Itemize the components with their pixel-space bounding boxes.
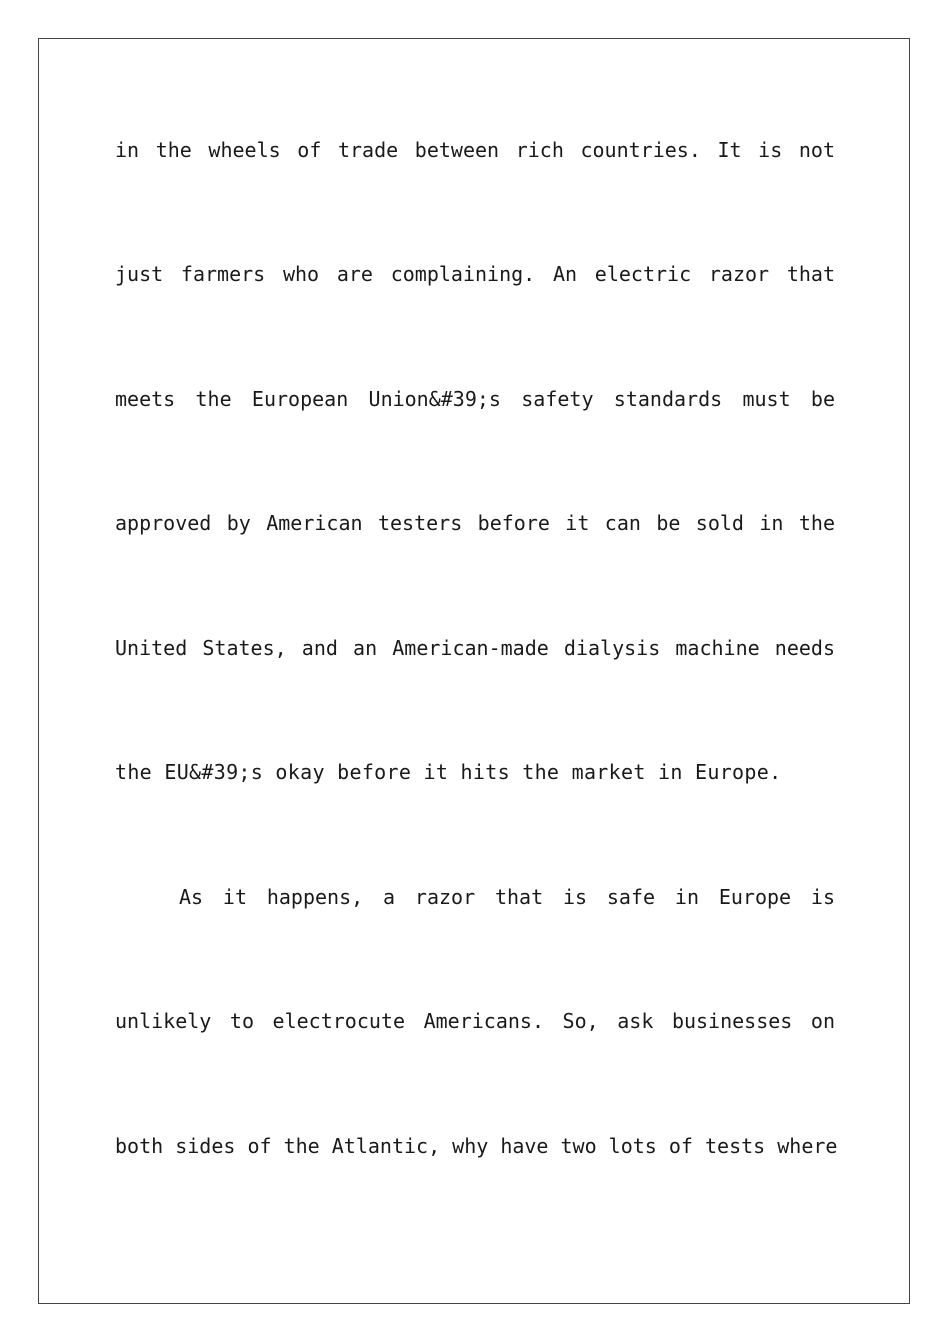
text-line-paragraph-end: the EU&#39;s okay before it hits the market in Europe. bbox=[115, 760, 782, 784]
text-line: United States, and an American-made dialysis machine needs bbox=[115, 636, 835, 660]
text-line: unlikely to electrocute Americans. So, ask businesses on bbox=[115, 1009, 835, 1033]
text-line: in the wheels of trade between rich countries. It is not bbox=[115, 138, 835, 162]
text-line: just farmers who are complaining. An electric razor that bbox=[115, 262, 835, 286]
text-line: both sides of the Atlantic, why have two lots of tests where bbox=[115, 1134, 838, 1158]
text-line: approved by American testers before it can be sold in the bbox=[115, 511, 835, 535]
text-line-paragraph-start: As it happens, a razor that is safe in Europe is bbox=[179, 885, 835, 909]
page-border bbox=[38, 38, 910, 1304]
text-line: meets the European Union&#39;s safety standards must be bbox=[115, 387, 835, 411]
